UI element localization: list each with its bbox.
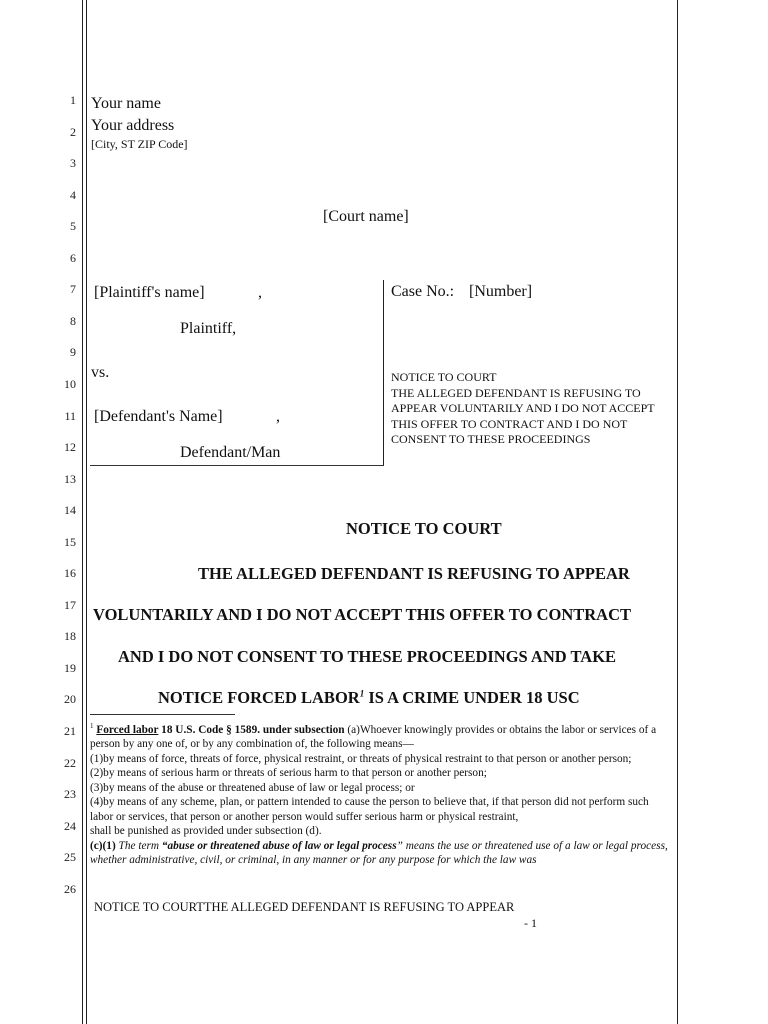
forced-labor-link[interactable]: Forced labor: [96, 723, 159, 736]
plaintiff-role: Plaintiff,: [180, 320, 237, 337]
line-number: 8: [70, 313, 76, 328]
line-number: 2: [70, 124, 76, 139]
caption-notice-line: THE ALLEGED DEFENDANT IS REFUSING TO: [391, 385, 641, 400]
page-number: - 1: [524, 916, 537, 930]
footnote-subsection-c: [90, 839, 672, 868]
subsection-pre: The term: [115, 839, 162, 852]
footnote-code: 18 U.S. Code § 1589. under subsection: [158, 723, 345, 736]
footnote-separator: [90, 714, 235, 715]
case-number-value: [Number]: [469, 283, 533, 300]
right-margin-line: [677, 0, 678, 1024]
line-number: 5: [70, 219, 76, 234]
line-number: 22: [64, 755, 76, 770]
party-city: [City, ST ZIP Code]: [91, 137, 188, 151]
line-number: 21: [64, 724, 76, 738]
title-line-2: THE ALLEGED DEFENDANT IS REFUSING TO APPEAR: [198, 564, 630, 583]
line-number: 26: [64, 881, 76, 896]
defendant-name: [Defendant's Name]: [94, 408, 223, 425]
caption-notice: [391, 370, 655, 448]
line-number: 15: [64, 534, 76, 549]
line-number: 19: [64, 660, 76, 675]
line-number: 25: [64, 850, 76, 865]
court-name: [Court name]: [323, 208, 409, 225]
footnote-item: shall be punished as provided under subsection (d).: [90, 825, 322, 838]
line-number: 20: [64, 692, 76, 707]
footnote-reference[interactable]: 1: [359, 688, 365, 699]
line-number: 12: [64, 440, 76, 455]
line-number: 17: [64, 597, 76, 612]
line-number: 24: [64, 818, 76, 833]
footnote-item: (2)by means of serious harm or threats of serious harm to that person or another person;: [90, 767, 487, 780]
line-number: 13: [64, 471, 76, 486]
caption-divider-horizontal: [90, 465, 384, 466]
plaintiff-name: [Plaintiff's name]: [94, 284, 205, 301]
line-number: 4: [70, 187, 76, 202]
line-number: 14: [64, 503, 76, 518]
footnote-intro-text: (a)Whoever knowingly provides or obtains the labor or services of a person by any one of, or by any combination of, the following means—: [90, 723, 657, 751]
case-number-label: Case No.:: [391, 283, 455, 300]
plaintiff-comma: ,: [258, 284, 262, 301]
subsection-post: ” means the use or threatened use of a law or legal process, whether administrative, civil, or criminal, in any manner or for any purpose for which the law was: [90, 839, 668, 867]
line-number: 6: [70, 250, 76, 265]
page-footer-title: NOTICE TO COURTTHE ALLEGED DEFENDANT IS REFUSING TO APPEAR: [94, 900, 515, 914]
line-number: 9: [70, 345, 76, 360]
line-number: 11: [64, 408, 76, 423]
line-number: 10: [64, 376, 76, 391]
caption-divider-vertical: [383, 280, 384, 466]
title-line-4: AND I DO NOT CONSENT TO THESE PROCEEDINGS AND TAKE: [118, 647, 617, 666]
footnote-marker: 1: [90, 722, 94, 730]
title-line-5: [158, 688, 580, 708]
line-number: 7: [70, 282, 76, 297]
line-number: 23: [64, 787, 76, 802]
footnote-item: (3)by means of the abuse or threatened abuse of law or legal process; or: [90, 781, 415, 794]
caption-notice-line: APPEAR VOLUNTARILY AND I DO NOT ACCEPT: [391, 401, 655, 415]
defendant-comma: ,: [276, 408, 280, 425]
subsection-label: (c)(1): [90, 839, 116, 852]
title-line-3: VOLUNTARILY AND I DO NOT ACCEPT THIS OFFER TO CONTRACT: [93, 605, 632, 624]
caption-notice-line: CONSENT TO THESE PROCEEDINGS: [391, 432, 591, 446]
line-number: 3: [70, 156, 76, 171]
footnote-intro: [90, 719, 672, 752]
caption-notice-line: NOTICE TO COURT: [391, 370, 497, 384]
title-line-5-text: NOTICE FORCED LABOR: [158, 688, 360, 707]
footnote: [90, 719, 672, 868]
defendant-role: Defendant/Man: [180, 444, 281, 461]
line-number: 1: [70, 93, 76, 107]
footnote-item: (1)by means of force, threats of force, physical restraint, or threats of physical restraint to that person or another person;: [90, 752, 632, 765]
caption-notice-line: THIS OFFER TO CONTRACT AND I DO NOT: [391, 416, 628, 431]
footnote-item: (4)by means of any scheme, plan, or pattern intended to cause the person to believe that, if that person did not perform such labor or services, that person or another person would suffer serious harm or physical restraint,: [90, 796, 649, 823]
title-line-1: NOTICE TO COURT: [346, 519, 502, 538]
title-line-5-tail: IS A CRIME UNDER 18 USC: [364, 688, 580, 707]
left-margin-line-inner: [86, 0, 87, 1024]
subsection-term: “abuse or threatened abuse of law or legal process: [161, 839, 397, 852]
line-number: 18: [64, 629, 76, 644]
left-margin-line-outer: [82, 0, 83, 1024]
party-name: Your name: [91, 95, 161, 112]
line-number: 16: [64, 566, 76, 581]
party-address: Your address: [91, 117, 175, 134]
versus-label: vs.: [91, 364, 110, 381]
